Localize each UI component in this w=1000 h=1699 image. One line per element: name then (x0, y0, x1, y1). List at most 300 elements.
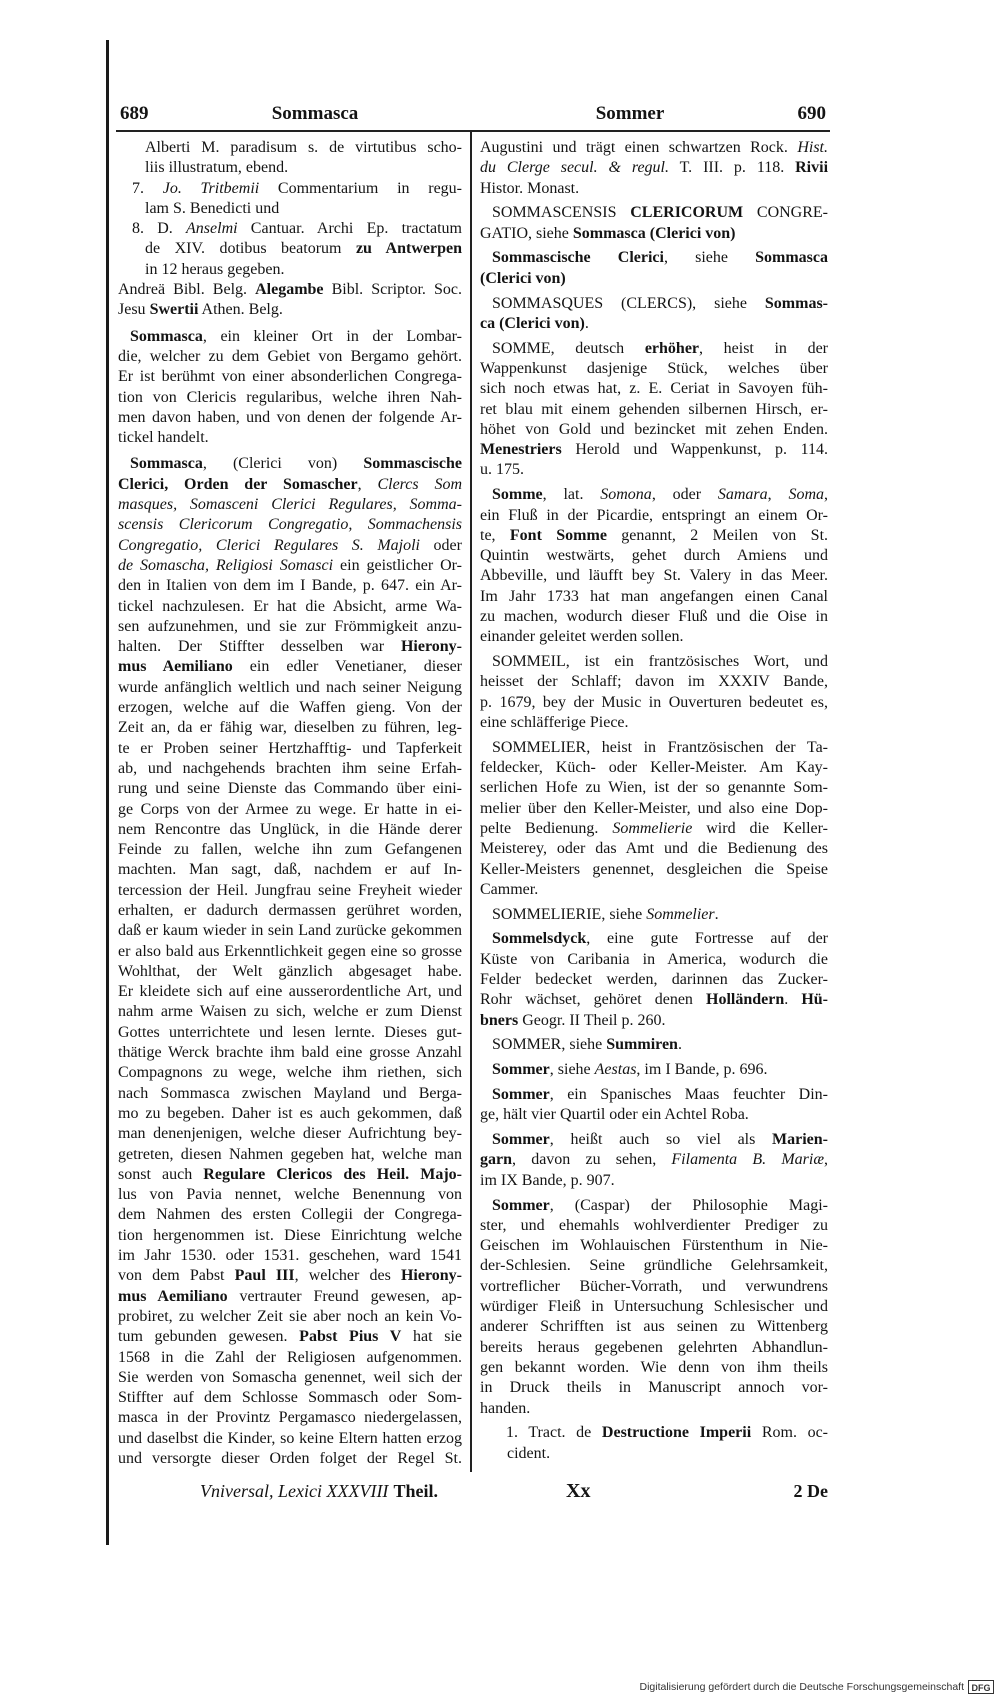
bold-text: Hierony- (400, 638, 462, 656)
text-span: Wohlthat, der Welt gänzlich abgesaget habe. (118, 962, 462, 980)
bold-text: Marien- (772, 1131, 828, 1149)
text-line (480, 880, 828, 900)
bold-text: Sommer (492, 1131, 550, 1149)
text-span: Histor. Monast. (480, 179, 580, 197)
text-span: mo zu begeben. Daher ist es auch gekommen, daß (118, 1104, 462, 1122)
text-line (480, 379, 828, 399)
text-line (118, 942, 462, 962)
bold-text: Sommas- (764, 294, 828, 312)
text-span: men davon haben, und von denen der folgende Ar- (118, 408, 462, 426)
text-span: Rohr wächset, gehöret denen (480, 991, 707, 1009)
text-span: von dem Pabst (118, 1267, 235, 1285)
text-span: te er Proben seiner Hertzhafftig- und Tapferkeit (118, 739, 462, 757)
text-line (118, 1023, 462, 1043)
text-line (118, 1429, 462, 1449)
text-span: im IX Bande, p. 907. (480, 1171, 615, 1189)
header-rule (116, 130, 830, 132)
text-span: p. 1679, bey der Music in Ouverturen bedeutet es, (480, 693, 828, 711)
page-number-left: 689 (120, 103, 149, 124)
text-span: pelte Bedienung. (480, 820, 613, 837)
text-line (480, 1035, 828, 1055)
text-span: tum gebunden gewesen. (118, 1328, 300, 1346)
text-span: Geogr. II Theil p. 260. (518, 1011, 666, 1029)
text-line (118, 495, 462, 515)
text-span: wird die Keller- (692, 820, 828, 837)
text-span: wurde anfänglich weltlich und nach seiner Neigung (118, 678, 462, 696)
text-span: , welcher des (294, 1267, 401, 1285)
text-span: SOMMASQUES (CLERCS), siehe (492, 294, 765, 312)
text-span: eine schläfferige Piece. (480, 714, 629, 732)
text-line (480, 158, 828, 178)
text-line (118, 718, 462, 738)
text-span: ret blau mit einem gehenden silbernen Hirsch, er- (480, 400, 828, 418)
text-line (118, 1449, 462, 1469)
text-line (118, 840, 462, 860)
text-line (480, 526, 828, 546)
bold-text: Menestriers (480, 441, 562, 459)
text-line (480, 460, 828, 480)
bold-text: Sommasca (130, 327, 203, 345)
footer-title-italic: Vniversal, Lexici XXXVIII (200, 1481, 389, 1501)
text-line (118, 327, 462, 347)
text-line (480, 1236, 828, 1256)
text-line (118, 1205, 462, 1225)
text-span: , (824, 486, 828, 504)
text-span: Zeit an, da er fähig war, dieselben zu führen, leg- (118, 719, 462, 737)
text-span: Geischen im Wohlauischen Fürstenthum in Nie- (480, 1237, 828, 1255)
bold-text: bners (480, 1011, 519, 1029)
text-span: SOMMELIERIE, siehe (492, 905, 647, 923)
text-line (118, 759, 462, 779)
text-line (480, 248, 828, 268)
text-line (480, 1171, 828, 1191)
text-line (480, 1085, 828, 1105)
text-line (118, 1266, 462, 1286)
text-span: masca in der Provintz Pergamasco niedergelassen, (118, 1409, 462, 1427)
italic-text: Filamenta B. Mariæ (671, 1151, 824, 1169)
text-span: cident. (507, 1444, 551, 1462)
text-line (118, 779, 462, 799)
text-span: im Jahr 1530. oder 1531. geschehen, ward 1541 (118, 1247, 462, 1265)
text-span: ein Fluß in der Picardie, entspringt an einem Or- (480, 506, 828, 524)
text-line (480, 440, 828, 460)
text-span: lus von Pavia nennet, welche Benennung von (118, 1186, 462, 1204)
text-span: probiret, zu welcher Zeit sie aber noch an kein Vo- (118, 1307, 462, 1325)
text-span: Abbeville, und läufft bey St. Valery in das Meer. (480, 567, 828, 585)
text-span: sich noch etwas hat, z. E. Ceriat in Savoyen füh- (480, 380, 828, 398)
text-span: Commentarium in regu- (259, 179, 462, 197)
text-span: thätige Werck brachte ihm bald eine grosse Anzahl (118, 1044, 462, 1062)
text-span: rung und seine Dienste das Commando über eini- (118, 780, 462, 798)
bold-text: Summiren (606, 1036, 678, 1054)
text-line (480, 339, 828, 359)
page-number-right: 690 (797, 103, 826, 124)
text-span: . (584, 314, 589, 332)
text-line (118, 597, 462, 617)
text-line (118, 428, 462, 448)
text-span: u. 175. (480, 461, 524, 479)
text-line (118, 1226, 462, 1246)
text-span: , (Clerici von) (202, 455, 364, 473)
text-span: vertrauter Freund gewesen, ap- (227, 1287, 462, 1305)
text-line (118, 637, 462, 657)
text-line (118, 1165, 462, 1185)
text-line (480, 929, 828, 949)
text-line (480, 778, 828, 798)
text-line (118, 1043, 462, 1063)
text-span: einander geleitet werden sollen. (480, 628, 684, 646)
text-line (480, 294, 828, 314)
text-line (118, 1246, 462, 1266)
text-line (118, 1104, 462, 1124)
digitization-credit: Digitalisierung gefördert durch die Deutsche Forschungsgemeinschaft (639, 1681, 964, 1693)
text-span: melier über den Keller-Meister, und also eine Dop- (480, 799, 828, 817)
bold-text: ca (Clerici von) (480, 314, 585, 332)
text-span: , siehe (663, 249, 756, 267)
text-span: Er ist berühmt von einer absonderlichen Congrega- (118, 368, 462, 386)
text-span: 7. (132, 179, 163, 197)
italic-text: Jo. Tritbemii (162, 179, 260, 197)
bold-text: zu Antwerpen (355, 240, 462, 258)
bold-text: Somme (492, 486, 543, 504)
bold-text: Rivii (795, 159, 829, 177)
text-line (480, 1338, 828, 1358)
signature-mark: Xx (566, 1480, 591, 1502)
text-line (480, 1399, 828, 1419)
text-span: erhalten, er dadurch dermassen gerühret worden, (118, 901, 462, 919)
text-span: Küste von Caribania in America, wodurch die (480, 950, 828, 968)
text-span: erzogen, welche auf die Waffen gieng. Von der (118, 699, 462, 717)
text-span: ster, und ehemahls wohlverdienter Prediger zu (480, 1216, 828, 1234)
text-line (480, 607, 828, 627)
text-line (118, 556, 462, 576)
text-line (480, 1196, 828, 1216)
text-span: anderer Schrifften ist aus seinen zu Wittenberg (480, 1318, 828, 1336)
text-span: SOMMELIER, heist in Frantzösischen der Ta- (492, 738, 828, 756)
text-line (118, 199, 462, 219)
text-line (118, 536, 462, 556)
bold-text: Clerici, Orden der Somascher (118, 475, 358, 493)
text-line (118, 1348, 462, 1368)
text-span: höhet von Gold und bezincket mit zehen Enden. (480, 420, 828, 438)
bold-text: mus Aemiliano (118, 1287, 228, 1305)
text-span: würdiger Fleiß in Untersuchung Schlesischer und (480, 1298, 828, 1316)
text-line (480, 224, 828, 244)
text-span: Compagnons zu wege, welche ihm riethen, sich (118, 1064, 462, 1082)
text-line (480, 1216, 828, 1236)
text-line (480, 1130, 828, 1150)
text-span: , heißt auch so viel als (549, 1131, 773, 1149)
text-span: machten. Man sagt, daß, nachdem er auf In- (118, 861, 462, 879)
text-span: ge Corps von der Armee zu wege. Er hatte in ei- (118, 800, 462, 818)
text-span: te, (480, 526, 510, 544)
text-line (118, 921, 462, 941)
text-span: den in Italien von dem im I Bande, p. 647. ein Ar- (118, 577, 462, 595)
text-line (480, 819, 828, 839)
text-line (118, 1002, 462, 1022)
text-span: handen. (480, 1399, 531, 1417)
text-span: ge, hält vier Quartil oder ein Achtel Roba. (480, 1106, 749, 1124)
text-span: , eine gute Fortresse auf der (586, 930, 828, 948)
catchword: 2 De (793, 1481, 828, 1501)
text-line (480, 652, 828, 672)
text-line (480, 1011, 828, 1031)
text-line (480, 627, 828, 647)
bold-text: Sommascische (363, 455, 462, 473)
text-span: Feinde zu fallen, welche ihn zum Gefangenen (118, 841, 462, 859)
text-line (118, 576, 462, 596)
text-line (118, 657, 462, 677)
text-line (480, 758, 828, 778)
text-span: vortreflicher Bücher-Vorrath, und verwundrens (480, 1277, 828, 1295)
text-span: Alberti M. paradisum s. de virtutibus scho- (145, 139, 462, 156)
text-span: Keller-Meisters genennet, desgleichen die Speise (480, 860, 828, 878)
text-line (118, 982, 462, 1002)
text-line (480, 138, 828, 158)
text-line (118, 678, 462, 698)
text-line (118, 280, 462, 300)
text-line (118, 219, 462, 239)
text-span: tion von Clericis regularibus, welche ihren Nah- (118, 388, 462, 406)
footer-volume-title (200, 1478, 438, 1504)
text-span: in Druck theils in Manuscript annoch vor- (480, 1379, 828, 1397)
text-line (480, 1105, 828, 1125)
text-span: dem Nahmen des ersten Collegii der Congrega- (118, 1206, 462, 1224)
text-span: sonst auch (118, 1165, 204, 1183)
running-head-right: Sommer (595, 103, 665, 124)
bold-text: mus Aemiliano (118, 658, 233, 676)
footer-title-bold: Theil. (393, 1481, 438, 1501)
text-line (118, 454, 462, 474)
text-line (480, 970, 828, 990)
text-line (480, 693, 828, 713)
text-line (480, 950, 828, 970)
text-span: Athen. Belg. (198, 301, 283, 319)
text-line (480, 1060, 828, 1080)
text-line (480, 314, 828, 334)
text-span: heisset der Schlaff; davon im XXXIV Bande, (480, 673, 828, 691)
text-line (480, 713, 828, 733)
text-span: nahm arme Waisen zu sich, welche er zum Dienst (118, 1003, 462, 1021)
text-line (480, 203, 828, 223)
text-span: tickel nachzulesen. Er hat die Absicht, arme Wa- (118, 597, 462, 615)
text-line (118, 179, 462, 199)
right-column (480, 138, 828, 1464)
text-span: in 12 heraus gegeben. (145, 260, 285, 278)
text-span: CONGRE- (743, 204, 829, 222)
text-line (118, 347, 462, 367)
text-line (118, 1084, 462, 1104)
text-span: , siehe (549, 1061, 595, 1079)
text-span: 1. Tract. de (506, 1424, 602, 1442)
text-span: liis illustratum, ebend. (145, 159, 289, 177)
text-span: man denenjenigen, welche dieser Aufrichtung bey- (118, 1125, 462, 1143)
text-span: genannt, 2 Meilen von St. (606, 526, 829, 544)
text-line (118, 881, 462, 901)
bold-text: Sommasca (130, 455, 203, 473)
text-span: , ein kleiner Ort in der Lombar- (202, 327, 462, 345)
text-line (118, 698, 462, 718)
text-span: bereits heraus gegebenen gelehrten Abhandlun- (480, 1338, 828, 1356)
text-line (118, 901, 462, 921)
text-line (480, 905, 828, 925)
text-line (480, 420, 828, 440)
text-line (118, 1124, 462, 1144)
text-line (480, 179, 828, 199)
text-span: de XIV. dotibus beatorum (145, 240, 356, 258)
text-span: , ein Spanisches Maas feuchter Din- (549, 1086, 828, 1104)
text-line (480, 738, 828, 758)
text-line (480, 400, 828, 420)
text-span: zu machen, wodurch dieser Fluß und die Oise in (480, 608, 828, 626)
text-line (118, 800, 462, 820)
text-line (480, 799, 828, 819)
text-line (118, 260, 462, 280)
text-span: der-Schlesien. Seine gründliche Gelehrsamkeit, (480, 1257, 828, 1275)
text-span: Sie werden von Somascha genennet, weil sich der (118, 1368, 462, 1386)
italic-text: Hist. (797, 139, 828, 156)
text-span: Quintin westwärts, gehet durch Amiens und (480, 547, 828, 565)
text-span: . (677, 1036, 682, 1054)
bold-text: Font Somme (509, 526, 607, 544)
text-span: ab, und nachgehends brachten ihm seine Erfah- (118, 759, 462, 777)
text-line (118, 1408, 462, 1428)
italic-text: Clercs Som (377, 475, 463, 493)
bold-text: Hierony- (400, 1267, 462, 1285)
text-line (480, 1150, 828, 1170)
text-span: , (Caspar) der Philosophie Magi- (549, 1196, 828, 1214)
text-span: SOMMASCENSIS (492, 204, 631, 222)
text-line (480, 359, 828, 379)
text-line (480, 1297, 828, 1317)
text-span: oder (419, 536, 462, 554)
text-line (480, 269, 828, 289)
text-line (118, 1307, 462, 1327)
text-span: 8. D. (132, 220, 187, 238)
text-line (118, 475, 462, 495)
text-line (480, 485, 828, 505)
text-span: SOMMER, siehe (492, 1036, 607, 1054)
italic-text: Aestas (594, 1061, 637, 1079)
bold-text: CLERICORUM (630, 204, 744, 222)
text-line (480, 1256, 828, 1276)
bold-text: Regulare Clericos des Heil. Majo- (203, 1165, 462, 1183)
text-span: , (357, 475, 378, 493)
text-line (118, 1327, 462, 1347)
text-span: , davon zu sehen, (512, 1151, 672, 1169)
text-span: , heist in der (699, 339, 828, 357)
text-line (118, 860, 462, 880)
text-span: Rom. oc- (751, 1424, 829, 1442)
italic-text: scensis Clericorum Congregatio, Sommachensis (118, 516, 462, 534)
text-line (480, 546, 828, 566)
text-span: T. III. p. 118. (669, 159, 796, 177)
text-span: gen bekannt worden. Wie denn von ihm theils (480, 1358, 828, 1376)
text-line (480, 1444, 828, 1464)
text-span: Cantuar. Archi Ep. tractatum (237, 220, 463, 238)
text-line (480, 990, 828, 1010)
text-line (480, 1378, 828, 1398)
text-span: , im I Bande, p. 696. (636, 1061, 768, 1079)
text-span: tickel handelt. (118, 429, 209, 447)
text-span: feldecker, Küch- oder Keller-Meister. Am Kay- (480, 759, 828, 777)
text-line (480, 1277, 828, 1297)
text-span: Bibl. Scriptor. Soc. (323, 281, 462, 299)
bold-text: Paul III (234, 1267, 295, 1285)
text-span: ein geistlicher Or- (333, 556, 462, 574)
text-line (118, 300, 462, 320)
text-line (118, 1287, 462, 1307)
text-span: SOMME, deutsch (492, 339, 645, 357)
text-line (118, 1063, 462, 1083)
text-span: , (824, 1151, 828, 1169)
text-line (118, 408, 462, 428)
text-line (480, 506, 828, 526)
bold-text: Holländern (706, 991, 785, 1009)
bold-text: (Clerici von) (480, 269, 566, 287)
text-line (118, 820, 462, 840)
text-span: daß er kaum wieder in sein Land zurücke gekommen (118, 922, 462, 940)
text-span: serlichen Hofe zu Wien, ist der so genannte Som- (480, 779, 828, 797)
italic-text: Somona (600, 486, 652, 504)
column-rule (470, 131, 472, 1472)
italic-text: masques, Somasceni Clerici Regulares, Somma- (118, 496, 462, 514)
bold-text: Sommascische Clerici (492, 249, 664, 267)
text-line (118, 1145, 462, 1165)
text-span: Jesu (118, 301, 150, 319)
dfg-logo-icon: DFG (968, 1680, 994, 1694)
text-span: tercession der Heil. Jungfrau seine Freyheit wieder (118, 881, 462, 899)
italic-text: de Somascha, Religiosi Somasci (118, 556, 334, 574)
italic-text: du Clerge secul. & regul. (480, 159, 669, 177)
text-line (480, 1358, 828, 1378)
text-line (118, 388, 462, 408)
text-span: getreten, diesen Nahmen gegeben hat, welche man (118, 1145, 462, 1163)
text-line (118, 239, 462, 259)
bold-text: Sommer (492, 1196, 550, 1214)
text-span: SOMMEIL, ist ein frantzösisches Wort, und (492, 653, 828, 671)
bold-text: Pabst Pius V (299, 1328, 402, 1346)
italic-text: Anselmi (186, 220, 238, 238)
text-line (480, 587, 828, 607)
text-span: Andreä Bibl. Belg. (118, 281, 256, 299)
text-span: , (767, 486, 789, 504)
text-span: nach Sommasca zwischen Mayland und Berga- (118, 1084, 462, 1102)
text-span: und versorgte dieser Orden folget der Regel St. (118, 1450, 462, 1467)
text-span: , lat. (542, 486, 601, 504)
italic-text: Samara (717, 486, 768, 504)
text-line (480, 672, 828, 692)
text-line (480, 1317, 828, 1337)
text-line (118, 138, 462, 158)
text-span: er also bald aus Erkenntlichkeit gegen eine so grosse (118, 942, 462, 960)
text-line (118, 515, 462, 535)
text-span: Felder bedecket werden, darinnen das Zucker- (480, 971, 828, 989)
text-line (480, 566, 828, 586)
italic-text: Congregatio, Clerici Regulares S. Majoli (118, 536, 420, 554)
scan-left-edge (106, 40, 109, 1545)
bold-text: Sommelsdyck (492, 930, 587, 948)
text-span: und daselbst die Kinder, so keine Eltern hatten erzog (118, 1429, 462, 1447)
italic-text: Sommelier (646, 905, 715, 923)
text-span: Er kleidete sich auf eine ausserordentliche Art, und (118, 983, 462, 1001)
bold-text: Sommer (492, 1086, 550, 1104)
text-line (480, 860, 828, 880)
text-span: Wappenkunst dasjenige Stück, welches über (480, 359, 828, 377)
text-line (118, 1185, 462, 1205)
text-span: Stiffter auf dem Schlosse Sommasch oder Som- (118, 1389, 462, 1407)
text-span: tion hergenommen ist. Diese Einrichtung welche (118, 1226, 462, 1244)
